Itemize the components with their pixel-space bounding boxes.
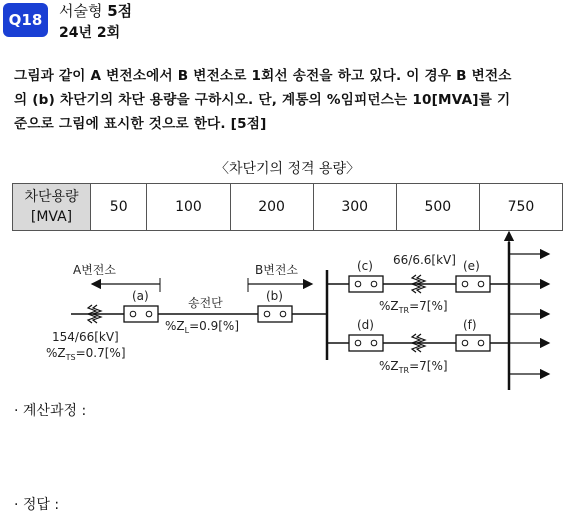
breaker-d-label: (d) (357, 318, 374, 332)
calculation-prompt: · 계산과정 : (14, 403, 87, 419)
question-score: 5점 (107, 2, 133, 20)
table-row (13, 184, 563, 231)
table-header-line: 차단용량 (24, 189, 79, 205)
table-cell: 300 (313, 184, 396, 231)
breaker-a (124, 306, 158, 322)
question-line: 의 (b) 차단기의 차단 용량을 구하시오. 단, 계통의 %임피던스는 10[MVA]를 기 (14, 92, 511, 108)
table-header-cell (13, 184, 91, 231)
breaker-d (349, 335, 383, 351)
table-cell: 500 (396, 184, 479, 231)
tr-lower-impedance: $\%Z_{TR}=7[\%]$ (379, 359, 448, 375)
table-cell: 100 (147, 184, 230, 231)
breaker-c-label: (c) (357, 259, 373, 273)
question-text (14, 64, 566, 136)
single-line-diagram (0, 230, 575, 390)
line-impedance: $\%Z_L=0.9[\%]$ (165, 319, 239, 335)
question-line: 준으로 그림에 표시한 것으로 한다. [5점] (14, 116, 267, 132)
table-cell: 750 (479, 184, 562, 231)
a-station-label: A변전소 (73, 263, 116, 277)
feeder-arrows (509, 254, 549, 374)
breaker-capacity-table (12, 183, 563, 231)
answer-prompt: · 정답 : (14, 497, 60, 513)
breaker-f (456, 335, 490, 351)
breaker-b-label: (b) (266, 289, 283, 303)
question-type (59, 0, 132, 21)
tx-b-ratio: 66/6.6[kV] (393, 253, 456, 267)
table-header-unit: [MVA] (30, 209, 73, 225)
table-title: 〈차단기의 정격 용량〉 (214, 161, 361, 177)
tx-a-ratio: 154/66[kV] (52, 330, 119, 344)
question-line: 그림과 같이 A 변전소에서 B 변전소로 1회선 송전을 하고 있다. 이 경우 B 변전소 (14, 68, 512, 84)
tx-a-impedance: $\%Z_{TS}=0.7[\%]$ (46, 346, 126, 362)
breaker-e (456, 276, 490, 292)
tr-upper-impedance: $\%Z_{TR}=7[\%]$ (379, 299, 448, 315)
question-number-badge: Q18 (3, 3, 48, 37)
breaker-f-label: (f) (463, 318, 477, 332)
exam-session: 24년 2회 (59, 25, 121, 41)
table-cell: 50 (91, 184, 147, 231)
breaker-b (258, 306, 292, 322)
table-cell: 200 (230, 184, 313, 231)
breaker-e-label: (e) (463, 259, 480, 273)
breaker-a-label: (a) (132, 289, 149, 303)
breaker-c (349, 276, 383, 292)
question-type-prefix: 서술형 (59, 2, 108, 20)
b-station-label: B변전소 (255, 263, 299, 277)
line-end-label: 송전단 (188, 296, 223, 310)
